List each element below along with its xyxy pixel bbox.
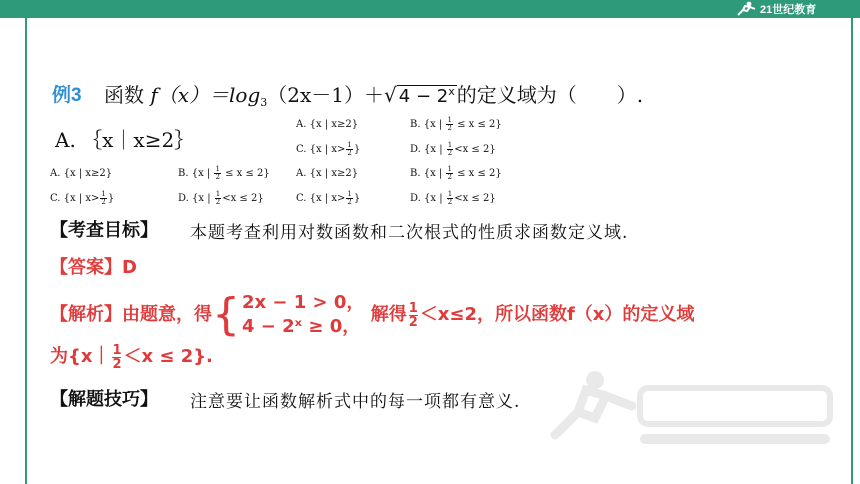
radicand-exponent: x [448,85,455,98]
question-text-4: 的定义域为（ ）. [456,83,644,107]
goal-title: 【考查目标】 [50,220,158,241]
logo-text: 21世纪教育 [760,4,817,16]
system-line-2: 4 − 2ˣ ≥ 0， [242,316,361,337]
right-border [851,18,853,484]
question-text-3: （2x－1）＋ [267,83,385,107]
log-base: 3 [260,96,268,109]
option-b-small: B. {x | $\frac{1}{2}$ ≤ x ≤ 2} [410,116,502,132]
result-pre: {x｜ [68,346,111,367]
option-a-small-2: A. {x | x≥2} [50,168,113,179]
option-d-small-3: D. {x | $\frac{1}{2}$ <x ≤ 2} [410,190,496,206]
radicand-base: 4 − 2 [398,86,449,107]
analysis-text-3: ＜x≤2，所以函数f（x）的定义域 [419,304,695,325]
question-text-2: f（x）＝log [150,83,261,107]
option-b-small-2: B. {x | $\frac{1}{2}$ ≤ x ≤ 2} [178,165,270,181]
equation-system [242,291,364,339]
watermark-logo [540,360,840,470]
brand-logo [734,1,844,17]
left-border [25,18,27,484]
tip-text: 注意要让函数解析式中的每一项都有意义. [190,392,521,412]
option-d-small: D. {x | $\frac{1}{2}$ <x ≤ 2} [410,141,496,157]
example-label: 例3 [52,85,82,106]
example-question [104,79,643,109]
answer-line [50,253,137,279]
question-text-1: 函数 [104,83,144,107]
sqrt-icon: √ [384,83,397,107]
option-a-large: A. ｛x｜x≥2｝ [55,128,195,152]
option-d-small-2: D. {x | $\frac{1}{2}$ <x ≤ 2} [178,190,264,206]
option-a-small-3: A. {x | x≥2} [296,168,359,179]
goal-text: 本题考查利用对数函数和二次根式的性质求函数定义域. [190,223,629,243]
analysis-text-4: 为 [50,346,68,367]
runner-icon [734,1,758,17]
result-post: ＜x ≤ 2}. [123,346,213,367]
system-line-1: 2x − 1 > 0， [242,292,365,313]
analysis-title: 【解析】 [50,304,122,325]
analysis-text-2: 解得 [370,304,407,325]
option-b-small-3: B. {x | $\frac{1}{2}$ ≤ x ≤ 2} [410,165,502,181]
result-fraction: $\frac{1}{2}$ [112,342,122,372]
left-brace-icon: { [212,289,240,340]
tip-title: 【解题技巧】 [50,389,158,410]
option-c-small-3: C. {x | x> $\frac{1}{2}$ } [296,190,361,206]
analysis-text-1: 由题意，得 [122,304,212,325]
answer-title: 【答案】 [50,257,122,278]
analysis-line-2 [50,342,213,371]
option-a-small: A. {x | x≥2} [296,119,359,130]
radicand [397,85,457,107]
option-c-small: C. {x | x> $\frac{1}{2}$ } [296,141,361,157]
half-fraction: $\frac{1}{2}$ [408,300,418,330]
answer-value: D [122,257,137,278]
analysis-line-1 [50,291,694,339]
option-c-small-2: C. {x | x> $\frac{1}{2}$ } [50,190,115,206]
